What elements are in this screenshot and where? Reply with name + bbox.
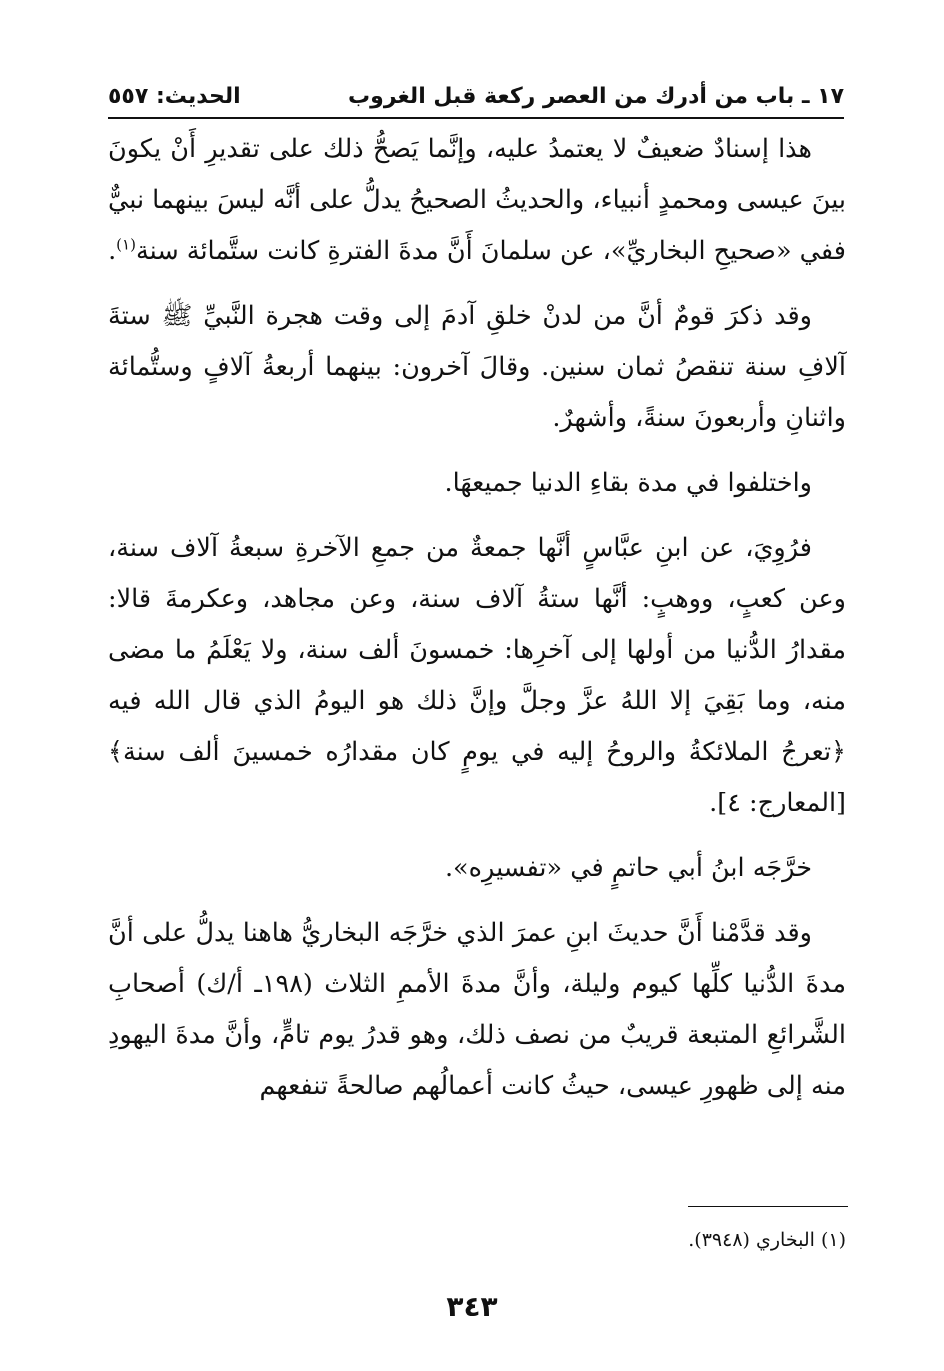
footnote: (١) البخاري (٣٩٤٨).	[688, 1229, 846, 1251]
running-header	[108, 78, 844, 114]
chapter-title: ١٧ ـ باب من أدرك من العصر ركعة قبل الغروب	[348, 83, 844, 109]
footnote-marker: (١)	[116, 235, 136, 254]
main-text	[108, 124, 846, 1112]
paragraph-2: وقد ذكرَ قومٌ أنَّ من لدنْ خلقِ آدمَ إلى وقت هجرة النَّبيِّ ﷺ ستةَ آلافِ سنة تنقصُ ثمان سنين. وقالَ آخرون: بينهما أربعةُ آلافٍ وستُّمائة واثنانِ وأربعونَ سنةً، وأشهرٌ.	[108, 301, 846, 433]
paragraph-6: وقد قدَّمْنا أَنَّ حديثَ ابنِ عمرَ الذي خرَّجَه البخاريُّ هاهنا يدلُّ على أنَّ مدةَ الدُّنيا كلِّها كيوم وليلة، وأنَّ مدةَ الأممِ الثلاث (١٩٨ـ أ/ك) أصحابِ الشَّرائعِ المتبعة قريبٌ من نصف ذلك، وهو قدرُ يوم تامٍّ، وأنَّ مدةَ اليهودِ منه إلى ظهورِ عيسى، حيثُ كانت أعمالُهم صالحةً تنفعهم	[108, 918, 846, 1101]
paragraph-5: خرَّجَه ابنُ أبي حاتمٍ في «تفسيرِه».	[444, 853, 812, 883]
page-number: ٣٤٣	[446, 1290, 498, 1323]
hadith-number: الحديث: ٥٥٧	[108, 83, 241, 109]
paragraph-1: هذا إسنادٌ ضعيفٌ لا يعتمدُ عليه، وإنَّما يَصحُّ ذلك على تقديرِ أَنْ يكونَ بينَ عيسى ومحمدٍ أنبياء، والحديثُ الصحيحُ يدلُّ على أنَّه ليسَ بينهما نبيٌّ ففي «صحيحِ البخاريِّ»، عن سلمانَ أَنَّ مدةَ الفترةِ كانت ستَّمائة سنة$^{(١)}$.	[108, 134, 846, 266]
header-divider	[108, 117, 844, 119]
paragraph-3: واختلفوا في مدة بقاءِ الدنيا جميعهَا.	[444, 468, 812, 498]
paragraph-1-text: هذا إسنادٌ ضعيفٌ لا يعتمدُ عليه، وإنَّما يَصحُّ ذلك على تقديرِ أَنْ يكونَ بينَ عيسى ومحمدٍ أنبياء، والحديثُ الصحيحُ يدلُّ على أنَّه ليسَ بينهما نبيٌّ ففي «صحيحِ البخاريِّ»، عن سلمانَ أَنَّ مدةَ الفترةِ كانت ستَّمائة سنة	[108, 134, 846, 266]
paragraph-4: فرُوِيَ، عن ابنِ عبَّاسٍ أنَّها جمعةٌ من جمعِ الآخرةِ سبعةُ آلاف سنة، وعن كعبٍ، ووهبٍ: أنَّها ستةُ آلاف سنة، وعن مجاهد، وعكرمةَ قالا: مقدارُ الدُّنيا من أولها إلى آخرِها: خمسونَ ألف سنة، ولا يَعْلَمُ ما مضى منه، وما بَقِيَ إلا اللهُ عزَّ وجلَّ وإنَّ ذلك هو اليومُ الذي قال الله فيه ﴿تعرجُ الملائكةُ والروحُ إليه في يومٍ كان مقدارُه خمسينَ ألف سنة﴾ [المعارج: ٤].	[108, 533, 846, 818]
footnote-divider	[688, 1206, 848, 1207]
